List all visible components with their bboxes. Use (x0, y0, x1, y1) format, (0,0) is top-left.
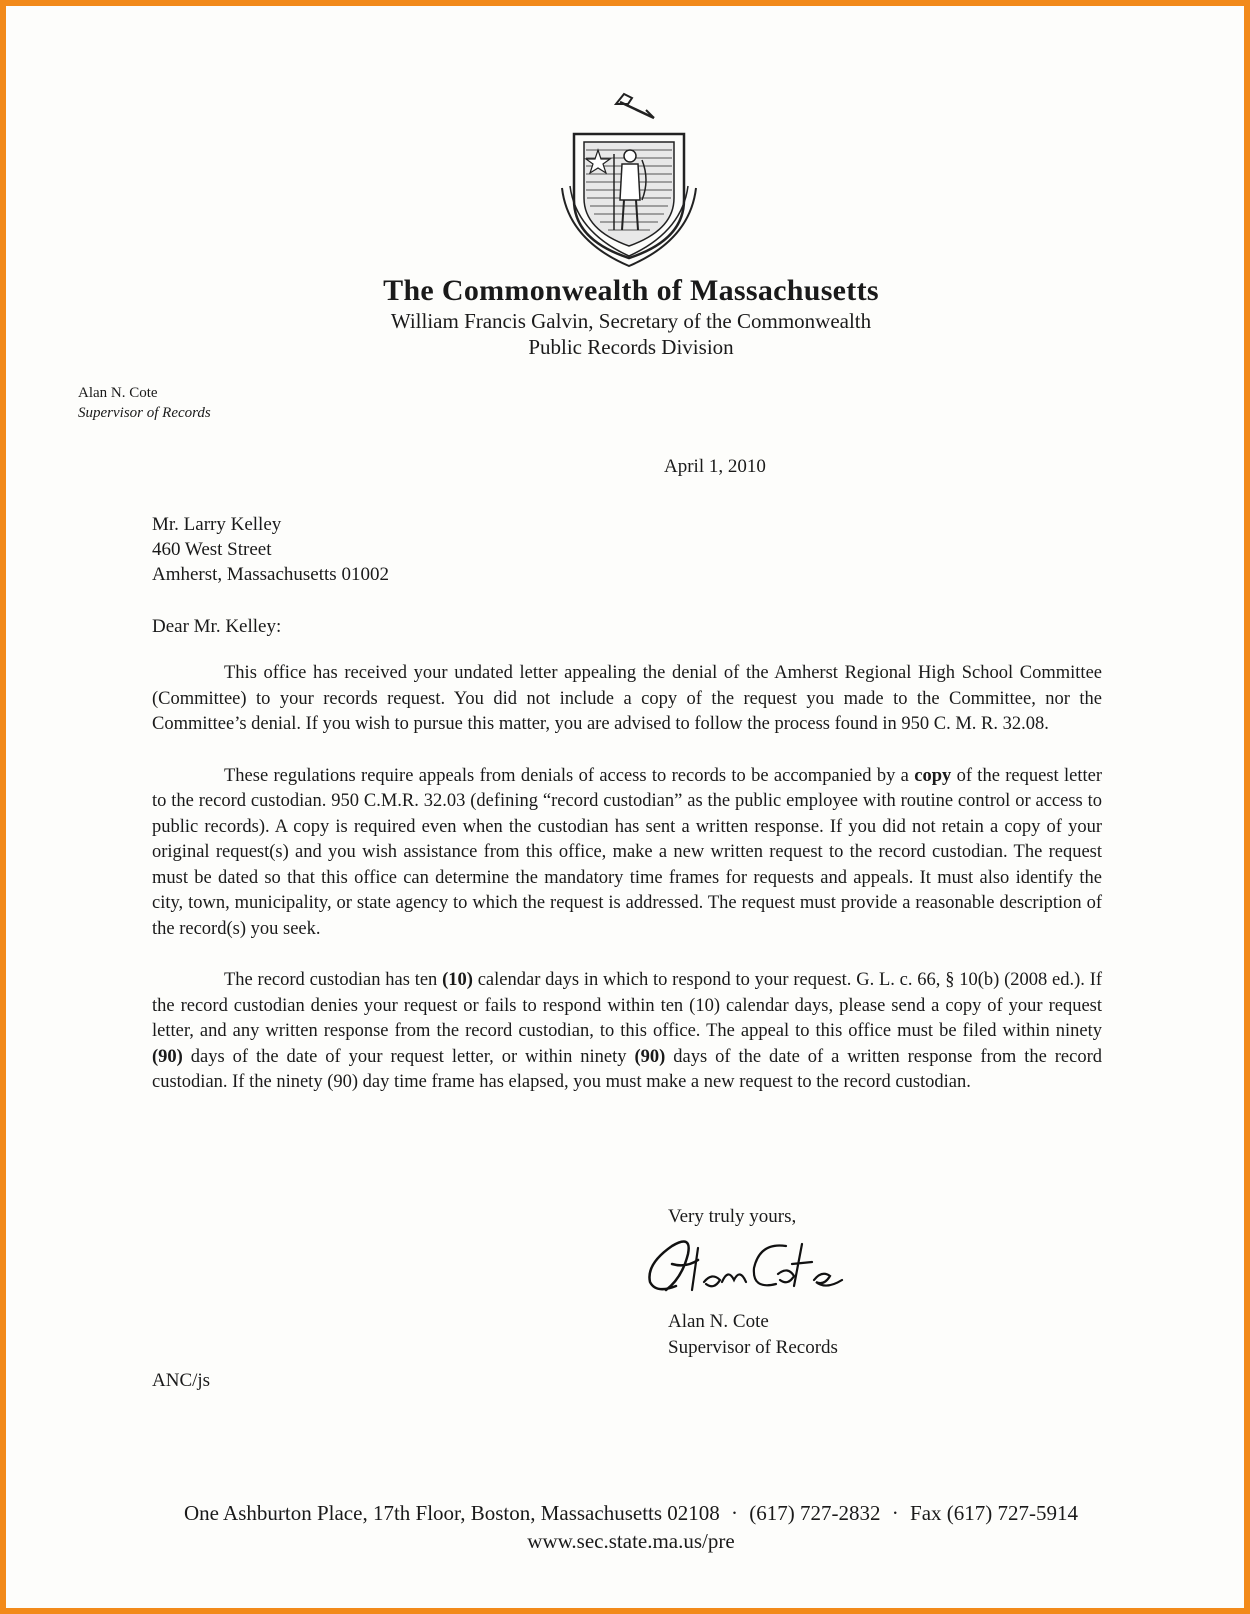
signer-title: Supervisor of Records (668, 1337, 838, 1358)
paragraph-3-text-b: calendar days in which to respond to your request. G. L. c. 66, § 10(b) (2008 ed.). If the record custodian denies your request or fails to respond within ten (10) calendar days, please send a copy of your request letter, and any written response from the record custodian, to this office. The appeal to this office must be filed within ninety (152, 970, 1103, 1041)
footer-website: www.sec.state.ma.us/pre (527, 1529, 735, 1553)
letter-date: April 1, 2010 (664, 456, 766, 477)
recipient-city: Amherst, Massachusetts 01002 (152, 564, 389, 585)
paragraph-3-bold-2: (90) (152, 1046, 183, 1067)
closing: Very truly yours, (668, 1206, 797, 1227)
signature-icon (636, 1224, 856, 1304)
sender-title: Supervisor of Records (78, 405, 211, 421)
letterhead (6, 274, 1250, 360)
sender-name: Alan N. Cote (78, 385, 158, 401)
letter-body (152, 661, 1102, 1122)
paragraph-1-text: This office has received your undated letter appealing the denial of the Amherst Regional High School Committee (Committee) to your records request. You did not include a copy of the request you made to the Committee, nor the Committee’s denial. If you wish to pursue this matter, you are advised to follow the process found in 950 C. M. R. 32.08. (152, 663, 1102, 734)
footer-address: One Ashburton Place, 17th Floor, Boston, Massachusetts 02108 (183, 1501, 720, 1525)
paragraph-1 (152, 661, 1102, 738)
paragraph-3-bold-3: (90) (634, 1046, 666, 1067)
paragraph-3-text-d: days of the date of a written response from the record custodian. If the ninety (90) day time frame has elapsed, you must make a new request to the record custodian. (152, 1046, 1103, 1092)
paragraph-3-text-a: The record custodian has ten (224, 970, 443, 990)
recipient-street: 460 West Street (152, 539, 272, 560)
footer-contact-line (6, 1499, 1250, 1527)
paragraph-3-bold-1: (10) (442, 970, 473, 990)
letter-footer (6, 1499, 1250, 1555)
massachusetts-seal-icon (554, 90, 704, 268)
signer-block (668, 1309, 838, 1361)
footer-separator: · (731, 1501, 739, 1525)
footer-phone: (617) 727-2832 (749, 1501, 881, 1525)
official-line: William Francis Galvin, Secretary of the Commonwealth (390, 309, 872, 333)
paragraph-2-text-a: These regulations require appeals from denials of access to records to be accompanied by a (224, 765, 915, 786)
typist-initials: ANC/js (152, 1370, 211, 1391)
footer-separator: · (891, 1501, 899, 1525)
paragraph-2-text-b: of the request letter to the record custodian. 950 C.M.R. 32.03 (defining “record custodian” as the public employee with routine control or access to public records). A copy is required even when the custodian has sent a written response. If you did not retain a copy of your original request(s) and you wish assistance from this office, make a new written request to the record custodian. The request must be dated so that this office can determine the mandatory time frames for requests and appeals. It must also identify the city, town, municipality, or state agency to which the request is addressed. The request must provide a reasonable description of the record(s) you seek. (152, 765, 1103, 939)
salutation: Dear Mr. Kelley: (152, 616, 282, 637)
paragraph-2 (152, 764, 1102, 943)
recipient-name: Mr. Larry Kelley (152, 514, 282, 535)
division-name: Public Records Division (528, 335, 734, 359)
sender-block (78, 383, 211, 423)
recipient-address (152, 512, 389, 587)
org-title: The Commonwealth of Massachusetts (383, 274, 879, 307)
signer-name: Alan N. Cote (668, 1311, 769, 1332)
paragraph-2-bold: copy (914, 765, 952, 786)
paragraph-3-text-c: days of the date of your request letter, or within ninety (182, 1046, 635, 1067)
footer-fax: Fax (617) 727-5914 (910, 1501, 1079, 1525)
paragraph-3 (152, 968, 1102, 1096)
